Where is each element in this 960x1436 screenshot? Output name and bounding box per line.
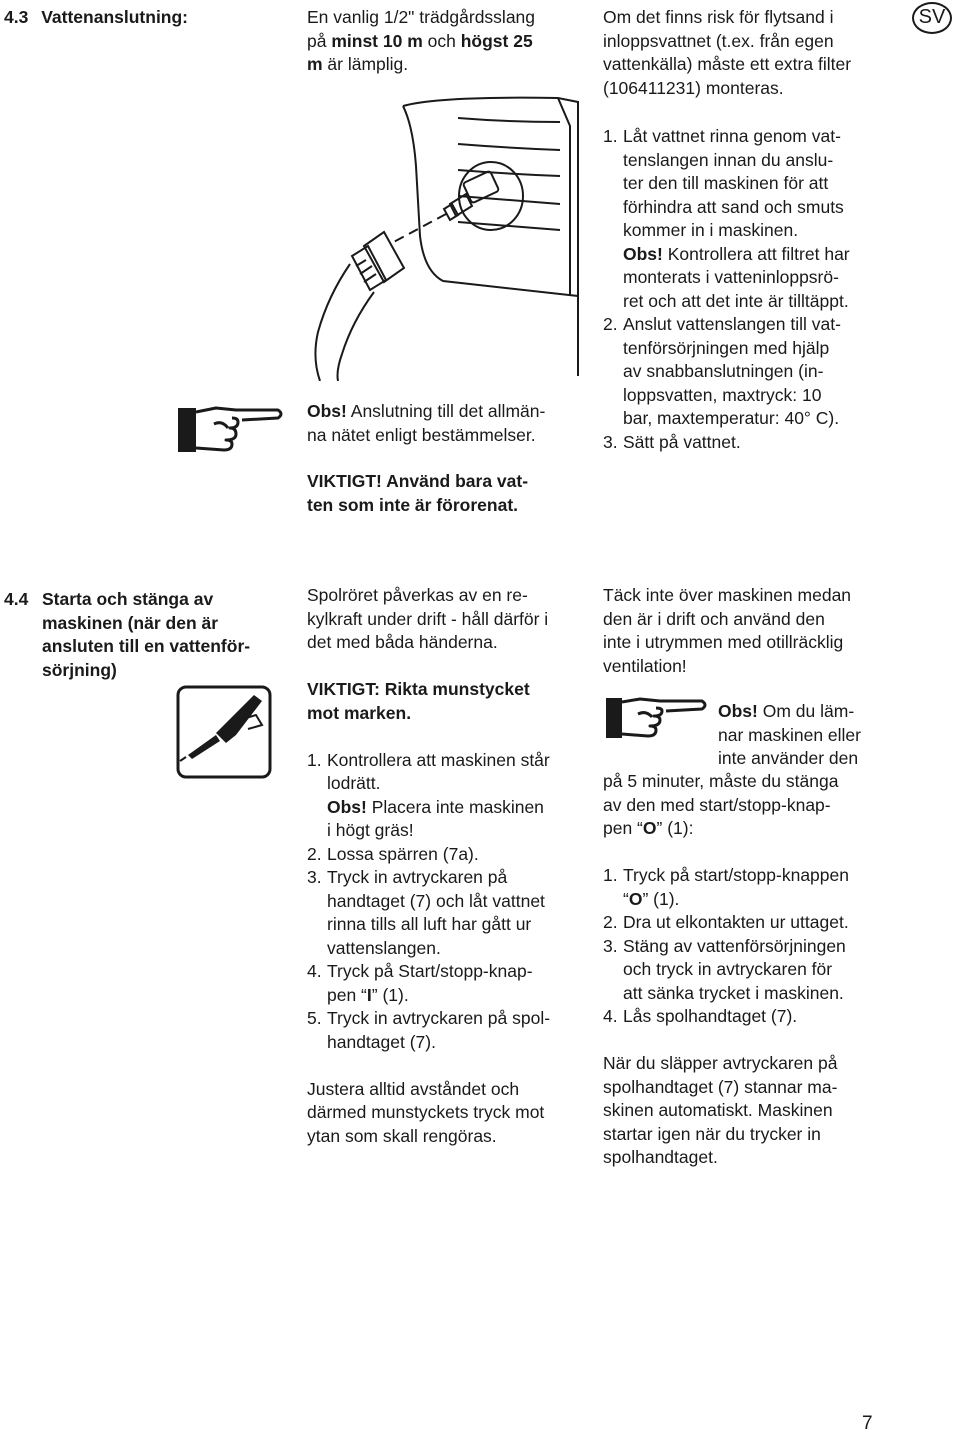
section-number: 4.4 — [4, 589, 29, 609]
viktigt-note-43: VIKTIGT! Använd bara vat- ten som inte är förorenat. — [307, 471, 529, 515]
spray-gun-icon — [176, 685, 272, 779]
pointing-hand-icon — [604, 692, 708, 746]
obs-note-44-top: Obs! Om du läm- nar maskinen eller inte använder den — [718, 701, 861, 768]
column-middle-44: Spolröret påverkas av en re- kylkraft under drift - håll därför i det med båda händerna. VIKTIGT: Rikta munstycket mot marken. 1. Kontrollera att maskinen står lodrätt. Obs! Placera inte maskinen i högt gräs! 2. Lossa spärren (7a). 3. Tryck in avtryckaren på handtaget (7) och låt vattnet rinna tills all luft har gått ur vattenslangen. 4. Tryck på Start/stopp-knap- pen “I” (1). 5. Tryck in avtryckaren på spol- handtaget (7). Justera alltid avståndet och därmed munstyckets tryck mot ytan som skall rengöras. — [307, 584, 597, 1148]
pointing-hand-icon — [176, 398, 284, 462]
list-item: 1. Tryck på start/stopp-knappen “O” (1). — [603, 865, 849, 909]
list-item: 1. Kontrollera att maskinen står lodrätt. Obs! Placera inte maskinen i högt gräs! — [307, 749, 550, 840]
column-right-44: Täck inte över maskinen medan den är i drift och använd den inte i utrymmen med otillräcklig ventilation! — [603, 585, 852, 676]
obs-note-43: Obs! Anslutning till det allmän- na nätet enligt bestämmelser. — [307, 401, 546, 445]
list-item: 2. Dra ut elkontakten ur uttaget. — [603, 912, 849, 932]
section-4-3-heading — [4, 6, 188, 30]
steps-43 — [603, 125, 903, 454]
list-item: 2. Anslut vattenslangen till vat- tenförsörjningen med hjälp av snabbanslutningen (in- loppsvatten, maxtryck: 10 bar, maxtemperatur: 40° C). — [603, 314, 841, 428]
filter-note: Om det finns risk för flytsand i inloppsvattnet (t.ex. från egen vattenkälla) måste ett extra filter (106411231) monteras. — [603, 7, 852, 98]
section-4-4-heading: 4.4 Starta och stänga av maskinen (när den är ansluten till en vattenför- sörjning) — [4, 589, 251, 680]
list-item: 2. Lossa spärren (7a). — [307, 843, 479, 864]
section-number: 4.3 — [4, 7, 29, 27]
obs-note-44-bottom: på 5 minuter, måste du stänga av den med start/stopp-knap- pen “O” (1): 1. Tryck på start/stopp-knappen “O” (1). 2. Dra ut elkontakten ur uttaget. 3. Stäng av vattenförsörjningen och tryck in avtryckaren för att sänka trycket i maskinen. 4. Lås spolhandtaget (7). När du släpper avtryckaren på spolhandtaget (7) stannar ma- skinen automatiskt. Maskinen startar igen när du trycker in spolhandtaget. — [603, 770, 903, 1170]
list-item: 1. Låt vattnet rinna genom vat- tenslangen innan du anslu- ter den till maskinen för att förhindra att sand och smuts kommer in i maskinen. Obs! Kontrollera att filtret har monterats i vatteninloppsrö- ret och att det inte är tilltäppt. — [603, 126, 850, 311]
list-item: 5. Tryck in avtryckaren på spol- handtaget (7). — [307, 1008, 551, 1052]
list-item: 3. Tryck in avtryckaren på handtaget (7) och låt vattnet rinna tills all luft har gått ur vattenslangen. — [307, 867, 545, 958]
hose-intro: En vanlig 1/2" trädgårdsslang på minst 10 m och högst 25 m är lämplig. — [307, 7, 536, 74]
page-number: 7 — [862, 1413, 873, 1434]
language-badge: SV — [912, 2, 952, 34]
hose-connection-illustration — [308, 96, 580, 381]
list-item: 4. Tryck på Start/stopp-knap- pen “I” (1). — [307, 961, 533, 1005]
list-item: 4. Lås spolhandtaget (7). — [603, 1006, 798, 1026]
list-item: 3. Sätt på vattnet. — [603, 431, 741, 452]
section-title: Vattenanslutning: — [41, 7, 189, 27]
list-item: 3. Stäng av vattenförsörjningen och tryck in avtryckaren för att sänka trycket i maskinen. — [603, 935, 846, 1003]
